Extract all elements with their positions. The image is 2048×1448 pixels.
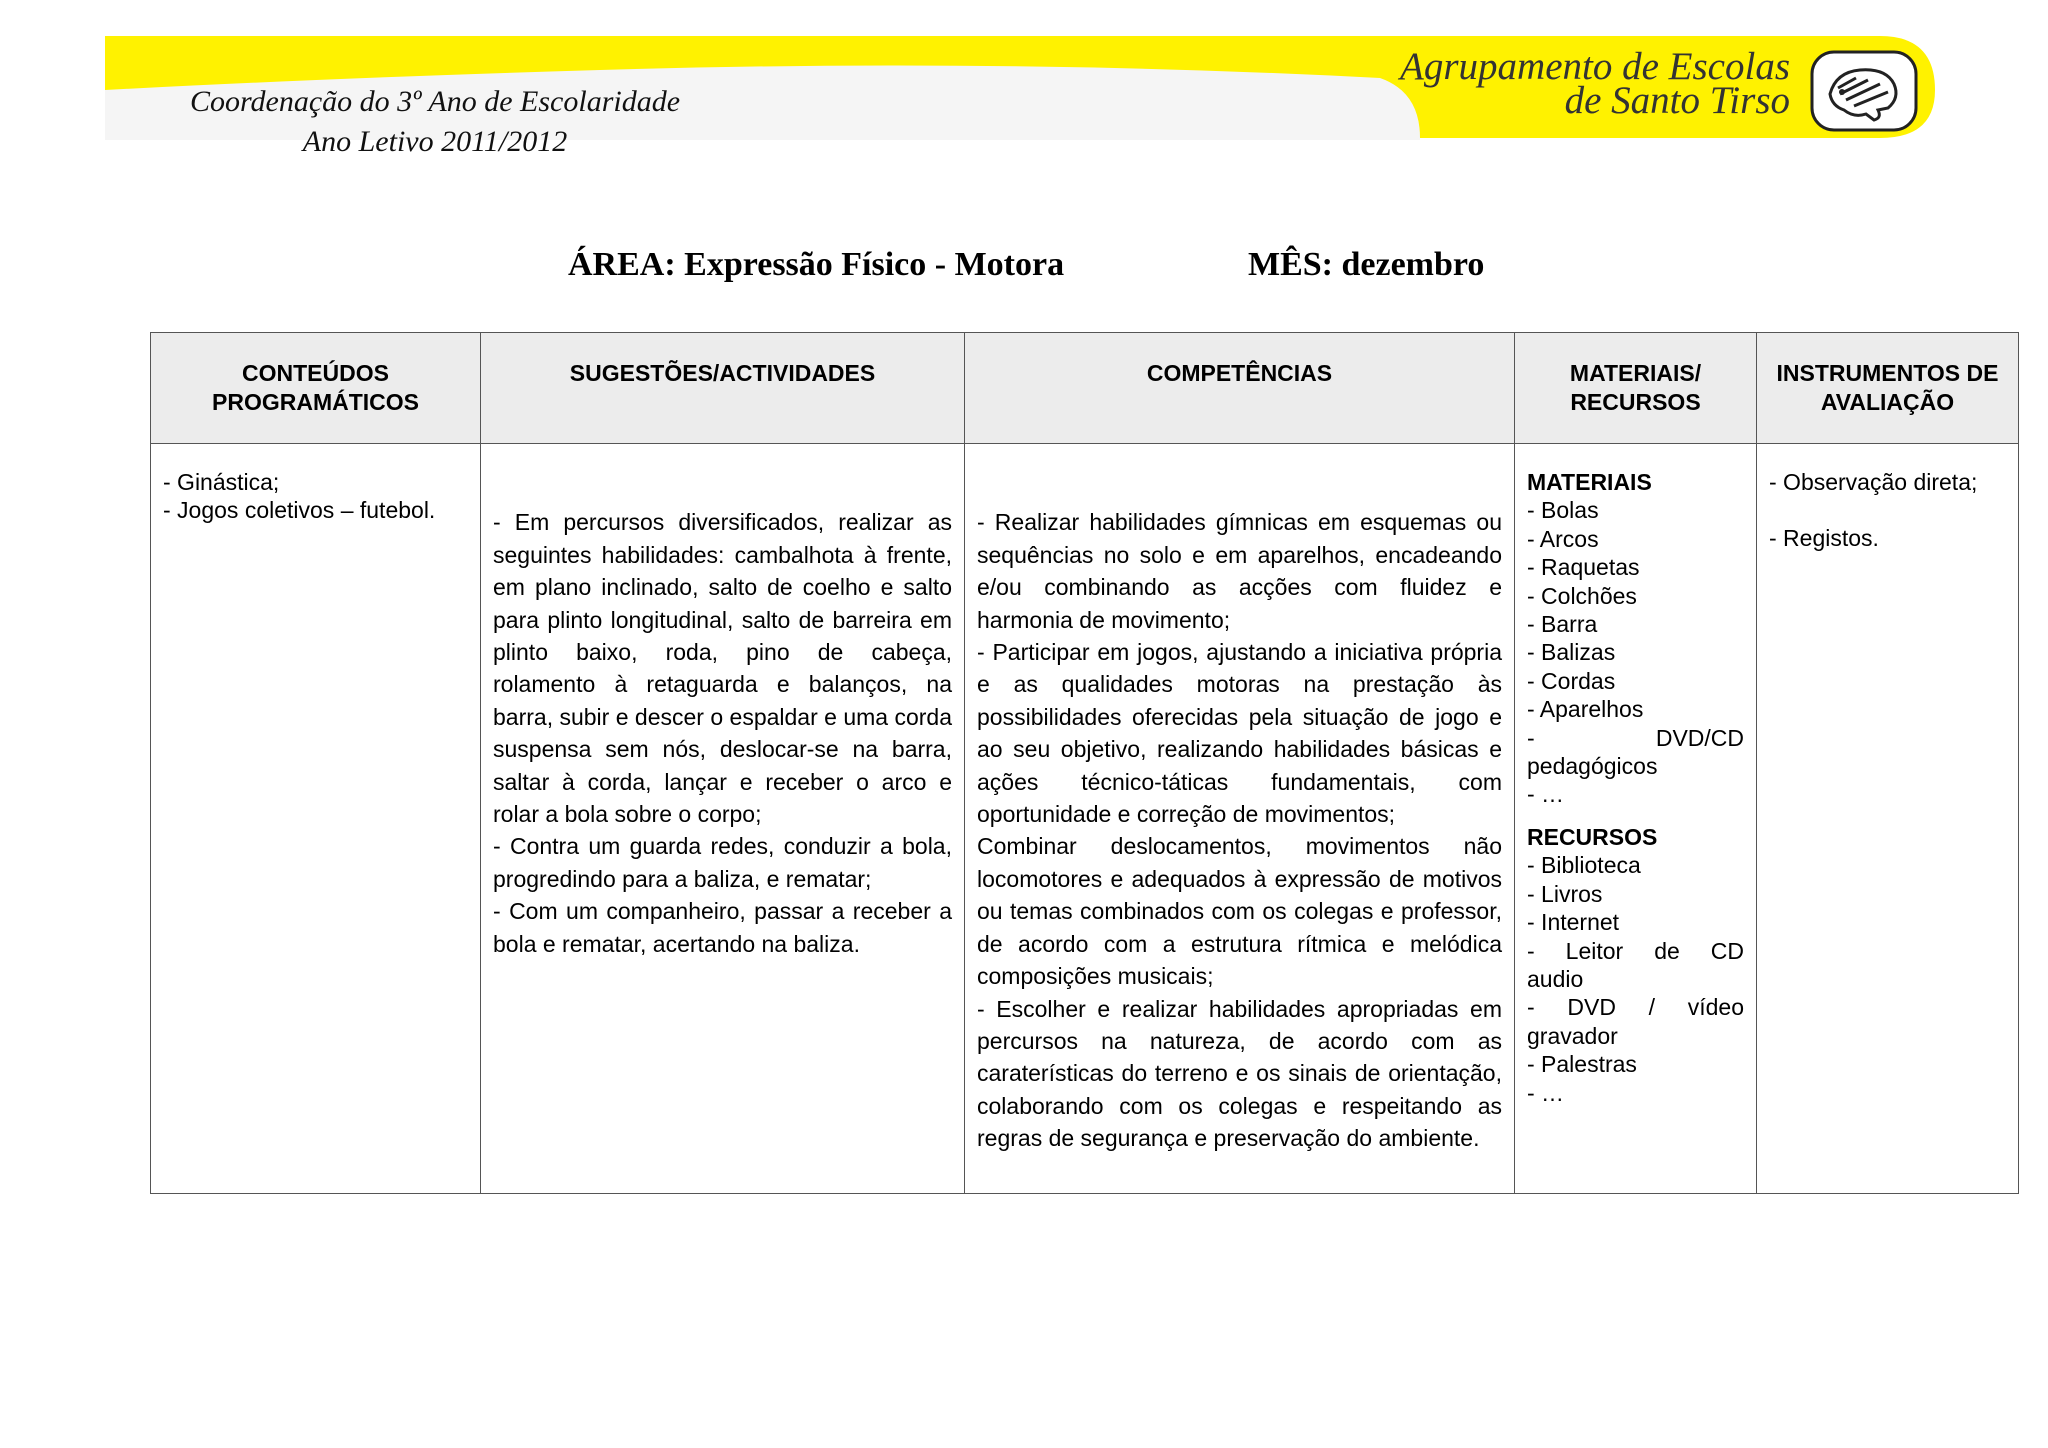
material-item: - Bolas [1527, 497, 1599, 524]
conteudo-item: - Jogos coletivos – futebol. [163, 497, 436, 524]
recurso-item-leitor [1527, 937, 1744, 965]
plan-table [150, 332, 2019, 1194]
dash: - [1527, 724, 1535, 751]
material-item: - Cordas [1527, 667, 1616, 694]
cell-sugestoes [481, 444, 965, 1194]
recurso-item: - Internet [1527, 909, 1620, 936]
school-name-line-1: Agrupamento de Escolas [1400, 45, 1790, 88]
sugestoes-text: - Em percursos diversificados, realizar as seguintes habilidades: cambalhota à frente, em plano inclinado, salto de coelho e salto para plinto longitudinal, salto de barreira em plinto baixo, roda, pino de cabeça, rolamento à retaguarda e balanços, na barra, subir e descer o espaldar e uma corda suspensa sem nós, deslocar-se na barra, saltar à corda, lançar e receber o arco e rolar a bola sobre o corpo; - Contra um guarda redes, conduzir a bola, progredindo para a baliza, e rematar; - Com um companheiro, passar a receber a bola e rematar, acertando na baliza. [493, 509, 952, 957]
header-sugestoes: SUGESTÕES/ACTIVIDADES [481, 333, 965, 444]
recurso-item-dvd [1527, 993, 1744, 1021]
recurso-item: - Biblioteca [1527, 852, 1641, 879]
instrumento-item: - Registos. [1769, 525, 1879, 552]
school-name [1330, 45, 1790, 122]
material-item: - Raquetas [1527, 554, 1640, 581]
area-title: ÁREA: Expressão Físico - Motora [568, 246, 1065, 283]
recurso-item: - Palestras [1527, 1051, 1637, 1078]
header-conteudos: CONTEÚDOS PROGRAMÁTICOS [151, 333, 481, 444]
header-instrumentos: INSTRUMENTOS DE AVALIAÇÃO [1757, 333, 2019, 444]
school-name-line-2: de Santo Tirso [1564, 79, 1790, 122]
word: vídeo [1687, 994, 1744, 1021]
word: - [1527, 937, 1535, 964]
cell-instrumentos [1757, 444, 2019, 1194]
coordination-line-1: Coordenação do 3º Ano de Escolaridade [189, 85, 681, 118]
recursos-title: RECURSOS [1527, 823, 1658, 850]
dvd-cd-word: DVD/CD [1655, 724, 1744, 751]
coordination-heading [175, 82, 695, 162]
material-item: - Balizas [1527, 639, 1616, 666]
word: CD [1710, 937, 1744, 964]
recurso-item-leitor-cont: audio [1527, 965, 1584, 992]
material-item-dvd-cont: pedagógicos [1527, 753, 1658, 780]
materiais-title: MATERIAIS [1527, 469, 1652, 495]
cell-conteudos [151, 444, 481, 1194]
header-materiais: MATERIAIS/ RECURSOS [1515, 333, 1757, 444]
month-title: MÊS: dezembro [1248, 246, 1485, 283]
table-header-row [151, 333, 2019, 444]
material-item: - Barra [1527, 611, 1598, 638]
word: de [1654, 937, 1680, 964]
coordination-line-2: Ano Letivo 2011/2012 [302, 125, 568, 158]
recurso-item: - Livros [1527, 880, 1603, 907]
material-item-dvd [1527, 724, 1744, 752]
header-competencias: COMPETÊNCIAS [965, 333, 1515, 444]
cell-materiais-recursos [1515, 444, 1757, 1194]
word: - [1527, 994, 1535, 1021]
material-item-etc: - … [1527, 781, 1565, 808]
cell-competencias [965, 444, 1515, 1194]
word: / [1648, 994, 1656, 1021]
school-lion-logo-icon [1808, 48, 1920, 134]
material-item: - Arcos [1527, 525, 1599, 552]
word: DVD [1567, 994, 1616, 1021]
instrumento-item: - Observação direta; [1769, 469, 1978, 495]
word: Leitor [1565, 937, 1624, 964]
recurso-item: - … [1527, 1079, 1565, 1106]
recurso-item-dvd-cont: gravador [1527, 1022, 1618, 1049]
table-row [151, 444, 2019, 1194]
competencias-text: - Realizar habilidades gímnicas em esquemas ou sequências no solo e em aparelhos, encadeando e/ou combinando as acções com fluidez e harmonia de movimento; - Participar em jogos, ajustando a iniciativa própria e as qualidades motoras na prestação às possibilidades oferecidas pela situação de jogo e ao seu objetivo, realizando habilidades básicas e ações técnico-táticas fundamentais, com oportunidade e correção de movimentos; Combinar deslocamentos, movimentos não locomotores e adequados à expressão de motivos ou temas combinados com os colegas e professor, de acordo com a estrutura rítmica e melódica composições musicais; - Escolher e realizar habilidades apropriadas em percursos na natureza, de acordo com as caraterísticas do terreno e os sinais de orientação, colaborando com os colegas e respeitando as regras de segurança e preservação do ambiente. [977, 509, 1502, 1152]
conteudo-item: - Ginástica; [163, 469, 280, 495]
material-item: - Aparelhos [1527, 696, 1644, 723]
material-item: - Colchões [1527, 582, 1637, 609]
